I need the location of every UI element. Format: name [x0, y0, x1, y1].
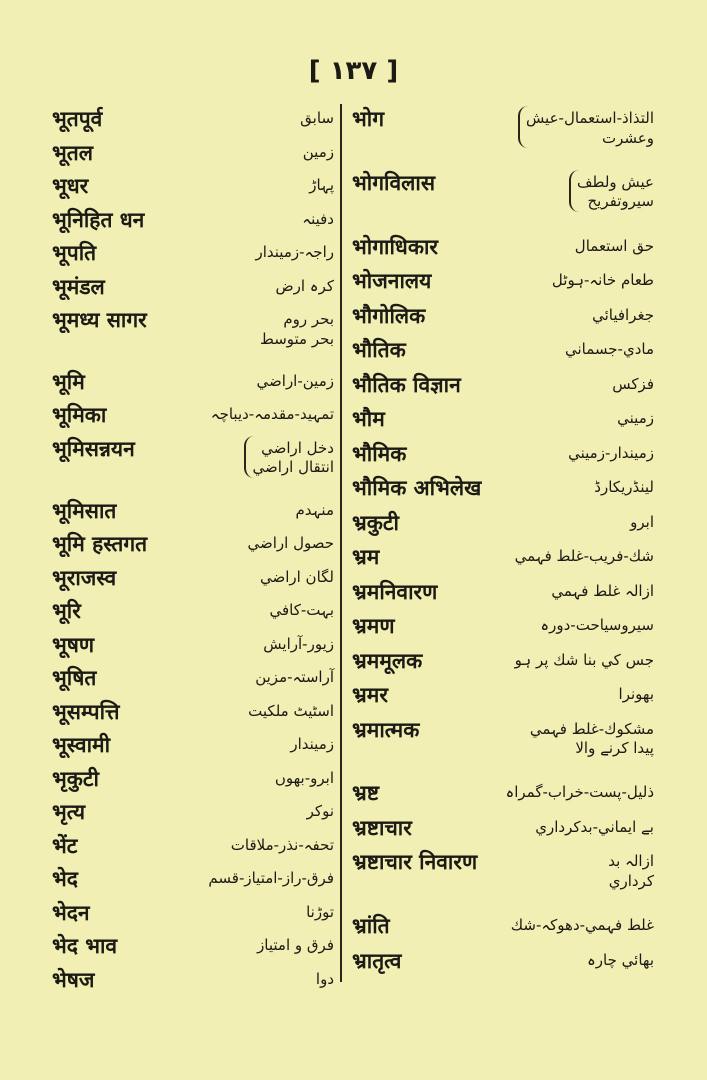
dictionary-entry — [52, 531, 334, 565]
urdu-meaning-line: سابق — [300, 109, 334, 127]
urdu-meaning-line: ازالہ بد — [608, 852, 654, 871]
dictionary-entry — [352, 613, 654, 648]
urdu-meaning — [515, 648, 654, 671]
urdu-meaning-line: پہاڑ — [309, 176, 334, 194]
hindi-headword: भूपति — [52, 241, 97, 265]
urdu-meaning — [316, 967, 334, 990]
dictionary-entry — [52, 665, 334, 699]
urdu-meaning — [260, 307, 334, 349]
dictionary-entry — [52, 632, 334, 666]
hindi-headword: भोगाधिकार — [352, 234, 438, 259]
urdu-meaning-line: دوا — [315, 969, 334, 988]
hindi-headword: भूरि — [52, 599, 81, 624]
hindi-headword: भ्रष्टाचार निवारण — [352, 850, 478, 875]
urdu-meaning-line: شك-فريب-غلط فہمي — [514, 547, 654, 566]
urdu-meaning-line: ابرو-بھوں — [274, 768, 334, 787]
urdu-meaning — [569, 170, 654, 212]
hindi-headword: भूमंडल — [52, 274, 105, 299]
dictionary-entry — [352, 337, 654, 372]
hindi-headword: भूधर — [52, 174, 89, 198]
urdu-meaning — [535, 815, 654, 838]
hindi-headword: भौतिक विज्ञान — [352, 372, 461, 397]
urdu-meaning-line: انتقال اراضي — [252, 458, 334, 477]
urdu-meaning-line: توڑنا — [306, 902, 334, 921]
dictionary-entry — [52, 173, 334, 207]
urdu-meaning — [540, 613, 654, 636]
urdu-meaning-line: وعشرت — [602, 128, 654, 147]
hindi-headword: भूमिसात — [52, 498, 117, 523]
urdu-meaning — [247, 531, 334, 554]
urdu-meaning-line: سيروتفريح — [587, 192, 654, 211]
urdu-meaning-line: بھائي چارہ — [587, 950, 654, 969]
hindi-headword: भ्रममूलक — [352, 648, 423, 673]
dictionary-entry — [52, 866, 334, 900]
urdu-meaning-line: زيور-آرايش — [263, 634, 334, 653]
urdu-meaning — [244, 436, 334, 478]
urdu-meaning — [290, 732, 334, 755]
hindi-headword: भ्रमर — [352, 683, 388, 708]
page-number: [ ١٣٧ ] — [308, 56, 399, 86]
urdu-meaning-line: كرہ ارض — [275, 276, 334, 295]
hindi-headword: भोजनालय — [352, 269, 432, 294]
hindi-headword: भेद — [52, 867, 78, 892]
hindi-headword: भ्रमनिवारण — [352, 579, 438, 604]
dictionary-entry — [352, 268, 654, 303]
hindi-headword: भौम — [352, 407, 385, 432]
dictionary-entry — [52, 799, 334, 833]
urdu-meaning-line: مشكوك-غلط فہمي — [529, 719, 654, 738]
hindi-headword: भ्रांति — [352, 914, 390, 939]
hindi-headword: भूषित — [52, 666, 97, 691]
urdu-meaning — [300, 106, 334, 129]
hindi-headword: भ्रष्टाचार — [352, 815, 412, 840]
urdu-meaning-line: فزكس — [612, 374, 654, 393]
urdu-meaning — [260, 565, 334, 588]
dictionary-entry — [352, 510, 654, 545]
dictionary-entry — [52, 498, 334, 532]
hindi-headword: भ्रमण — [352, 614, 395, 639]
hindi-headword: भेंट — [52, 833, 78, 858]
urdu-meaning-line: طعام خانہ-ہوٹل — [551, 271, 654, 290]
hindi-headword: भूस्वामी — [52, 733, 111, 758]
dictionary-entry — [52, 766, 334, 800]
dictionary-entry — [52, 732, 334, 766]
urdu-meaning — [306, 900, 334, 923]
hindi-headword: भौगोलिक — [352, 303, 426, 328]
hindi-headword: भूमिसन्नयन — [52, 436, 135, 461]
dictionary-entry — [52, 140, 334, 174]
dictionary-entry — [52, 565, 334, 599]
urdu-meaning-line: غلط فہمي-دھوكہ-شك — [510, 916, 654, 935]
urdu-meaning-line: زمين-اراضي — [256, 371, 334, 390]
urdu-meaning — [505, 780, 654, 803]
urdu-meaning-line: پيدا كرنے والا — [575, 739, 654, 758]
urdu-meaning-line: جس كي بنا شك پر ہو — [514, 650, 654, 669]
dictionary-entry — [352, 849, 654, 913]
dictionary-entry — [52, 369, 334, 403]
urdu-meaning-line: ذليل-پست-خراب-گمراہ — [505, 783, 654, 802]
hindi-headword: भूतल — [52, 140, 93, 165]
urdu-meaning-line: لگان اراضي — [259, 567, 334, 586]
dictionary-entry — [52, 933, 334, 967]
urdu-meaning-line: بے ايماني-بدكرداري — [535, 817, 654, 836]
hindi-headword: भौमिक — [352, 441, 407, 466]
urdu-meaning — [587, 948, 654, 971]
dictionary-entry — [52, 436, 334, 498]
hindi-headword: भूमि — [52, 369, 85, 394]
urdu-meaning — [568, 441, 654, 464]
urdu-meaning-line: كرداري — [608, 871, 654, 890]
urdu-meaning-line: التذاذ-استعمال-عيش — [525, 109, 654, 127]
urdu-meaning-line: فرق-راز-امتياز-قسم — [208, 869, 334, 888]
urdu-meaning-line: ابرو — [630, 512, 654, 531]
urdu-meaning — [575, 234, 654, 257]
dictionary-entry — [352, 544, 654, 579]
urdu-meaning-line: عيش ولطف — [576, 172, 654, 191]
dictionary-entry — [52, 307, 334, 369]
dictionary-entry — [352, 406, 654, 441]
dictionary-entry — [352, 780, 654, 815]
hindi-headword: भूमध्य सागर — [52, 308, 147, 332]
urdu-meaning-line: ازالہ غلط فہمي — [551, 581, 654, 600]
urdu-meaning-line: حصول اراضي — [247, 534, 334, 553]
urdu-meaning-line: فرق و امتياز — [257, 936, 334, 955]
urdu-meaning-line: تحفہ-نذر-ملاقات — [230, 835, 334, 854]
dictionary-entry — [52, 274, 334, 308]
urdu-meaning — [551, 579, 654, 602]
urdu-meaning — [515, 544, 654, 567]
hindi-headword: भृत्य — [52, 800, 86, 825]
urdu-meaning-line: تمہيد-مقدمہ-ديباچہ — [210, 405, 334, 424]
hindi-headword: भेद भाव — [52, 934, 118, 959]
dictionary-entry — [352, 106, 654, 170]
dictionary-entry — [352, 234, 654, 269]
urdu-meaning-line: بھونرا — [618, 685, 654, 704]
hindi-headword: भ्रमात्मक — [352, 717, 420, 742]
hindi-headword: भेषज — [52, 967, 95, 992]
urdu-meaning-line: زميني — [617, 409, 654, 428]
urdu-meaning — [248, 699, 334, 722]
urdu-meaning — [630, 510, 654, 533]
urdu-meaning-line: منہدم — [295, 500, 334, 519]
urdu-meaning-line: راجہ-زميندار — [255, 243, 334, 261]
dictionary-entry — [352, 441, 654, 476]
column-divider — [340, 104, 342, 982]
hindi-headword: भौमिक अभिलेख — [352, 476, 482, 501]
dictionary-entry — [352, 682, 654, 717]
urdu-meaning-line: بہت-كافي — [269, 601, 334, 620]
dictionary-entry — [352, 303, 654, 338]
urdu-meaning-line: مادي-جسماني — [564, 340, 654, 359]
hindi-headword: भ्रातृत्व — [352, 948, 402, 973]
urdu-meaning-line: زميندار-زميني — [568, 443, 654, 462]
hindi-headword: भोग — [352, 107, 385, 131]
dictionary-entry — [52, 833, 334, 867]
dictionary-entry — [352, 913, 654, 948]
urdu-meaning — [518, 106, 654, 148]
urdu-meaning — [309, 173, 334, 196]
dictionary-entry — [52, 402, 334, 436]
dictionary-entry — [52, 207, 334, 241]
urdu-meaning-line: دخل اراضي — [261, 438, 334, 457]
dictionary-entry — [52, 240, 334, 274]
urdu-meaning — [619, 682, 654, 705]
urdu-meaning — [275, 274, 334, 297]
hindi-headword: भेदन — [52, 900, 90, 925]
urdu-meaning — [257, 369, 334, 392]
dictionary-entry — [352, 579, 654, 614]
urdu-meaning — [211, 402, 334, 425]
dictionary-entry — [352, 170, 654, 234]
urdu-meaning-line: نوكر — [306, 802, 334, 821]
urdu-meaning-line: اسٹيٹ ملكيت — [248, 701, 334, 720]
urdu-meaning-line: زمين — [302, 142, 334, 161]
urdu-meaning — [231, 833, 334, 856]
urdu-meaning — [608, 849, 654, 891]
hindi-headword: भ्रम — [352, 545, 380, 570]
hindi-headword: भ्रकुटी — [352, 510, 399, 535]
hindi-headword: भूसम्पत्ति — [52, 699, 120, 724]
dictionary-entry — [52, 900, 334, 934]
urdu-meaning — [565, 337, 654, 360]
urdu-meaning-line: زميندار — [290, 735, 334, 754]
urdu-meaning — [263, 632, 334, 655]
urdu-meaning — [257, 933, 334, 956]
urdu-meaning-line: دفينہ — [302, 209, 334, 228]
hindi-headword: भृकुटी — [52, 766, 99, 791]
hindi-headword: भूराजस्व — [52, 565, 117, 590]
urdu-meaning — [302, 207, 334, 230]
dictionary-entry — [52, 967, 334, 1001]
urdu-meaning-line: سيروسياحت-دورہ — [540, 616, 654, 635]
right-column — [352, 106, 654, 982]
dictionary-entry — [352, 948, 654, 983]
urdu-meaning — [511, 913, 654, 936]
urdu-meaning — [255, 240, 334, 263]
hindi-headword: भूषण — [52, 632, 95, 657]
urdu-meaning — [270, 598, 335, 621]
urdu-meaning — [307, 799, 334, 822]
dictionary-entry — [52, 699, 334, 733]
urdu-meaning-line: بحر متوسط — [259, 329, 334, 348]
urdu-meaning — [295, 498, 334, 521]
urdu-meaning — [255, 665, 334, 688]
hindi-headword: भौतिक — [352, 338, 406, 363]
hindi-headword: भोगविलास — [352, 170, 436, 195]
urdu-meaning — [275, 766, 334, 789]
urdu-meaning-line: حق استعمال — [574, 236, 654, 255]
hindi-headword: भूतपूर्व — [52, 107, 103, 131]
dictionary-entry — [352, 815, 654, 850]
urdu-meaning-line: بحر روم — [283, 310, 334, 328]
urdu-meaning-line: جغرافيائي — [592, 305, 654, 324]
urdu-meaning — [612, 372, 654, 395]
dictionary-entry — [52, 106, 334, 140]
dictionary-entry — [52, 598, 334, 632]
dictionary-entry — [352, 717, 654, 781]
dictionary-entry — [352, 372, 654, 407]
hindi-headword: भूनिहित धन — [52, 207, 145, 232]
dictionary-entry — [352, 475, 654, 510]
urdu-meaning — [617, 406, 654, 429]
urdu-meaning — [530, 717, 654, 759]
urdu-meaning — [552, 268, 654, 291]
urdu-meaning — [303, 140, 334, 163]
urdu-meaning — [208, 866, 334, 889]
dictionary-entry — [352, 648, 654, 683]
urdu-meaning-line: آراستہ-مزين — [255, 668, 334, 687]
urdu-meaning-line: لينڈريكارڈ — [594, 478, 654, 497]
hindi-headword: भ्रष्ट — [352, 781, 380, 806]
urdu-meaning — [594, 475, 654, 498]
urdu-meaning — [592, 303, 654, 326]
left-column — [52, 106, 334, 1000]
hindi-headword: भूमिका — [52, 403, 107, 428]
hindi-headword: भूमि हस्तगत — [52, 532, 148, 557]
